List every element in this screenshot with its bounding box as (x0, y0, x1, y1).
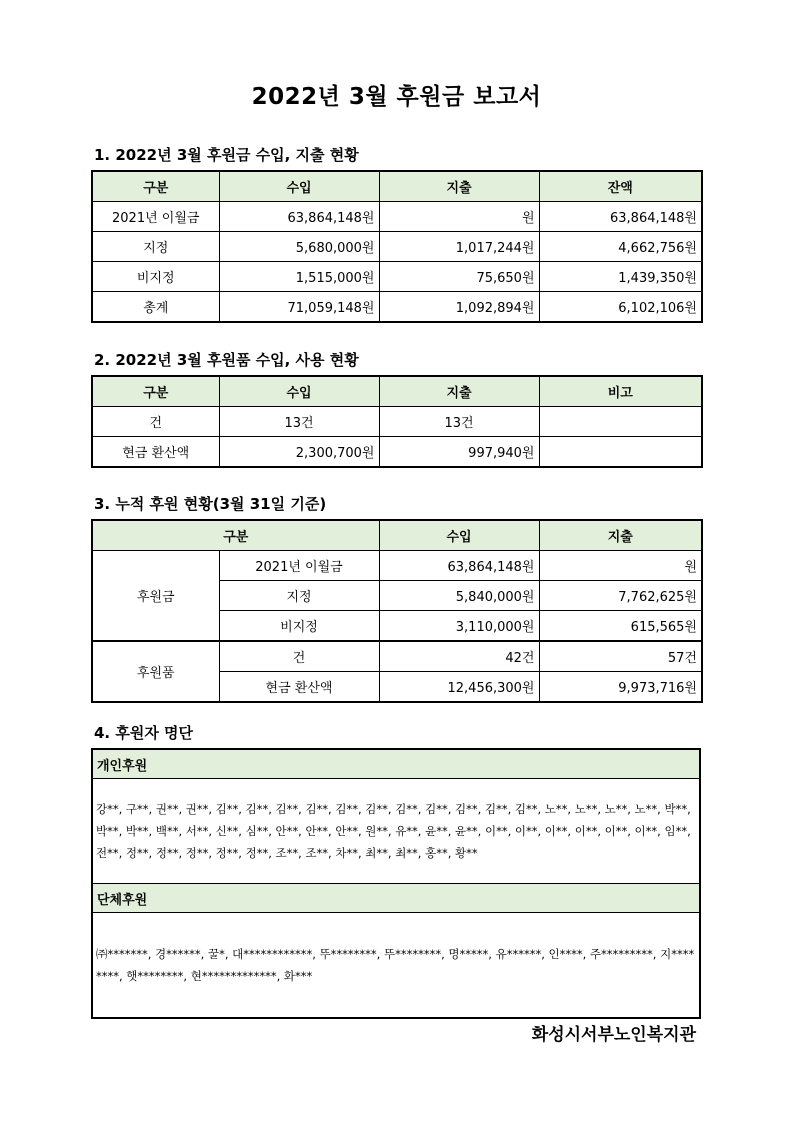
section4-heading: 4. 후원자 명단 (94, 724, 194, 742)
table-cell: 지정 (92, 232, 219, 262)
section3-table (91, 519, 703, 703)
table-cell: 1,092,894원 (379, 292, 539, 323)
table-cell: 건 (92, 407, 219, 437)
table-cell: 63,864,148원 (539, 202, 702, 232)
table-row (92, 913, 700, 1019)
header-cell: 지출 (539, 520, 702, 551)
header-cell: 수입 (219, 376, 379, 407)
group-donors-list: ㈜*******, 경******, 꿀*, 대************, 뚜********, 뚜********, 명*****, 유******, 인****, 주*********, 지********, 햇********, 현*************, 화*** (92, 913, 700, 1019)
table-cell: 5,680,000원 (219, 232, 379, 262)
section2-table (91, 375, 703, 468)
section1-table (91, 170, 703, 323)
table-cell: 1,515,000원 (219, 262, 379, 292)
table-row (92, 779, 700, 884)
table-cell: 9,973,716원 (539, 672, 702, 703)
table-cell: 원 (379, 202, 539, 232)
section2-heading: 2. 2022년 3월 후원품 수입, 사용 현황 (94, 351, 359, 369)
table-cell: 2,300,700원 (219, 437, 379, 468)
table-cell: 1,017,244원 (379, 232, 539, 262)
table-cell: 997,940원 (379, 437, 539, 468)
table-cell: 비지정 (219, 611, 379, 642)
table-cell: 71,059,148원 (219, 292, 379, 323)
table-row (92, 262, 702, 292)
table-cell: 57건 (539, 641, 702, 672)
table-cell: 615,565원 (539, 611, 702, 642)
header-cell: 수입 (219, 171, 379, 202)
table-cell (539, 437, 702, 468)
section3-heading: 3. 누적 후원 현황(3월 31일 기준) (94, 495, 327, 513)
table-cell: 4,662,756원 (539, 232, 702, 262)
table-cell: 1,439,350원 (539, 262, 702, 292)
header-cell: 구분 (92, 376, 219, 407)
table-row (92, 884, 700, 913)
organization-name: 화성시서부노인복지관 (531, 1025, 696, 1045)
header-cell: 수입 (379, 520, 539, 551)
table-header-row (92, 171, 702, 202)
donor-list-table (91, 748, 701, 1019)
table-row (92, 641, 702, 672)
individual-donors-list: 강**, 구**, 권**, 권**, 김**, 김**, 김**, 김**, 김**, 김**, 김**, 김**, 김**, 김**, 김**, 노**, 노**, 노**, 노**, 박**, 박**, 박**, 백**, 서**, 신**, 심**, 안**, 안**, 안**, 원**, 유**, 윤**, 윤**, 이**, 이**, 이**, 이**, 이**, 이**, 임**, 전**, 정**, 정**, 정**, 정**, 정**, 조**, 조**, 차**, 최**, 최**, 홍**, 황** (92, 779, 700, 884)
table-cell: 7,762,625원 (539, 581, 702, 611)
table-cell: 6,102,106원 (539, 292, 702, 323)
table-cell: 2021년 이월금 (92, 202, 219, 232)
group-label-cell: 후원품 (92, 641, 219, 702)
table-cell: 42건 (379, 641, 539, 672)
page-title: 2022년 3월 후원금 보고서 (251, 84, 542, 110)
table-cell: 지정 (219, 581, 379, 611)
section1-heading: 1. 2022년 3월 후원금 수입, 지출 현황 (94, 146, 359, 164)
individual-donors-label: 개인후원 (92, 749, 700, 779)
table-row (92, 202, 702, 232)
table-row (92, 407, 702, 437)
table-header-row (92, 520, 702, 551)
table-header-row (92, 376, 702, 407)
table-cell: 비지정 (92, 262, 219, 292)
table-cell: 5,840,000원 (379, 581, 539, 611)
table-cell: 건 (219, 641, 379, 672)
table-cell: 63,864,148원 (219, 202, 379, 232)
table-cell (539, 407, 702, 437)
table-row (92, 437, 702, 468)
table-row (92, 749, 700, 779)
table-cell: 13건 (219, 407, 379, 437)
table-cell: 원 (539, 551, 702, 581)
header-cell: 잔액 (539, 171, 702, 202)
header-cell: 구분 (92, 171, 219, 202)
header-cell: 지출 (379, 171, 539, 202)
table-cell: 2021년 이월금 (219, 551, 379, 581)
table-cell: 총계 (92, 292, 219, 323)
table-cell: 63,864,148원 (379, 551, 539, 581)
group-donors-label: 단체후원 (92, 884, 700, 913)
table-row (92, 292, 702, 323)
table-row (92, 551, 702, 581)
group-label-cell: 후원금 (92, 551, 219, 642)
header-cell: 지출 (379, 376, 539, 407)
table-cell: 현금 환산액 (219, 672, 379, 703)
table-cell: 13건 (379, 407, 539, 437)
table-cell: 12,456,300원 (379, 672, 539, 703)
table-row (92, 232, 702, 262)
header-cell: 구분 (92, 520, 379, 551)
header-cell: 비고 (539, 376, 702, 407)
table-cell: 3,110,000원 (379, 611, 539, 642)
table-cell: 현금 환산액 (92, 437, 219, 468)
table-cell: 75,650원 (379, 262, 539, 292)
